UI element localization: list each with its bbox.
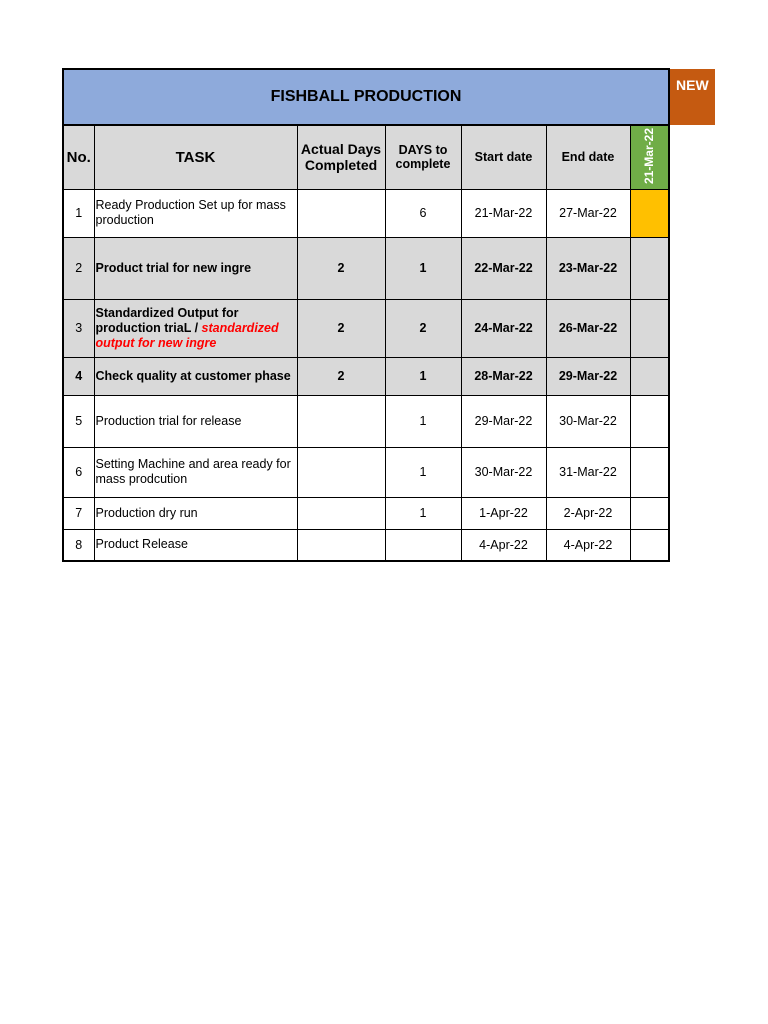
- row-actual-days[interactable]: 2: [297, 237, 385, 299]
- gantt-cell[interactable]: [630, 299, 669, 357]
- header-actual-days[interactable]: Actual Days Completed: [297, 125, 385, 189]
- row-actual-days[interactable]: [297, 497, 385, 529]
- row-start-date[interactable]: 1-Apr-22: [461, 497, 546, 529]
- row-no[interactable]: 3: [63, 299, 94, 357]
- row-days-to-complete[interactable]: [385, 529, 461, 561]
- row-start-date[interactable]: 29-Mar-22: [461, 395, 546, 447]
- row-end-date[interactable]: 30-Mar-22: [546, 395, 630, 447]
- row-no[interactable]: 8: [63, 529, 94, 561]
- row-days-to-complete[interactable]: 1: [385, 497, 461, 529]
- table-row: [63, 357, 716, 395]
- row-task[interactable]: Setting Machine and area ready for mass prodcution: [94, 447, 297, 497]
- row-end-date[interactable]: 29-Mar-22: [546, 357, 630, 395]
- table-row: [63, 395, 716, 447]
- gantt-cell[interactable]: [630, 237, 669, 299]
- row-actual-days[interactable]: 2: [297, 357, 385, 395]
- row-actual-days[interactable]: [297, 529, 385, 561]
- row-end-date[interactable]: 4-Apr-22: [546, 529, 630, 561]
- row-start-date[interactable]: 4-Apr-22: [461, 529, 546, 561]
- row-task[interactable]: Ready Production Set up for mass production: [94, 189, 297, 237]
- row-actual-days[interactable]: 2: [297, 299, 385, 357]
- gantt-cell[interactable]: [630, 497, 669, 529]
- row-days-to-complete[interactable]: 1: [385, 395, 461, 447]
- table-row: [63, 299, 716, 357]
- row-days-to-complete[interactable]: 1: [385, 447, 461, 497]
- gantt-cell[interactable]: [630, 357, 669, 395]
- row-end-date[interactable]: 27-Mar-22: [546, 189, 630, 237]
- gantt-cell[interactable]: [630, 529, 669, 561]
- row-task[interactable]: Production dry run: [94, 497, 297, 529]
- row-no[interactable]: 5: [63, 395, 94, 447]
- row-task[interactable]: [94, 299, 297, 357]
- row-end-date[interactable]: 23-Mar-22: [546, 237, 630, 299]
- table-row: [63, 529, 716, 561]
- row-start-date[interactable]: 28-Mar-22: [461, 357, 546, 395]
- row-actual-days[interactable]: [297, 395, 385, 447]
- row-no[interactable]: 6: [63, 447, 94, 497]
- header-timeline-date[interactable]: [630, 125, 669, 189]
- row-no[interactable]: 2: [63, 237, 94, 299]
- row-days-to-complete[interactable]: 6: [385, 189, 461, 237]
- header-end-date[interactable]: End date: [546, 125, 630, 189]
- row-days-to-complete[interactable]: 2: [385, 299, 461, 357]
- row-days-to-complete[interactable]: 1: [385, 357, 461, 395]
- row-start-date[interactable]: 30-Mar-22: [461, 447, 546, 497]
- row-task[interactable]: Product Release: [94, 529, 297, 561]
- row-task-text: Standardized Output for production triaL /: [95, 305, 239, 335]
- table-row: [63, 497, 716, 529]
- row-no[interactable]: 1: [63, 189, 94, 237]
- production-table: [62, 68, 717, 562]
- row-end-date[interactable]: 31-Mar-22: [546, 447, 630, 497]
- row-no[interactable]: 4: [63, 357, 94, 395]
- row-start-date[interactable]: 21-Mar-22: [461, 189, 546, 237]
- row-actual-days[interactable]: [297, 189, 385, 237]
- gantt-cell[interactable]: [630, 447, 669, 497]
- row-task[interactable]: Production trial for release: [94, 395, 297, 447]
- gantt-cell-active[interactable]: [630, 189, 669, 237]
- row-end-date[interactable]: 26-Mar-22: [546, 299, 630, 357]
- header-days-to-complete[interactable]: DAYS to complete: [385, 125, 461, 189]
- row-end-date[interactable]: 2-Apr-22: [546, 497, 630, 529]
- row-start-date[interactable]: 22-Mar-22: [461, 237, 546, 299]
- sheet-title[interactable]: FISHBALL PRODUCTION: [63, 69, 669, 125]
- row-task[interactable]: Check quality at customer phase: [94, 357, 297, 395]
- row-start-date[interactable]: 24-Mar-22: [461, 299, 546, 357]
- gantt-cell[interactable]: [630, 395, 669, 447]
- row-task-note: standardized output for new ingre: [95, 320, 279, 350]
- header-start-date[interactable]: Start date: [461, 125, 546, 189]
- row-actual-days[interactable]: [297, 447, 385, 497]
- header-task[interactable]: TASK: [94, 125, 297, 189]
- row-days-to-complete[interactable]: 1: [385, 237, 461, 299]
- row-no[interactable]: 7: [63, 497, 94, 529]
- new-badge[interactable]: NEW: [669, 69, 716, 125]
- row-task[interactable]: Product trial for new ingre: [94, 237, 297, 299]
- header-no[interactable]: No.: [63, 125, 94, 189]
- table-row: [63, 237, 716, 299]
- timeline-date-label: 21-Mar-22: [642, 127, 657, 184]
- table-row: [63, 189, 716, 237]
- table-row: [63, 447, 716, 497]
